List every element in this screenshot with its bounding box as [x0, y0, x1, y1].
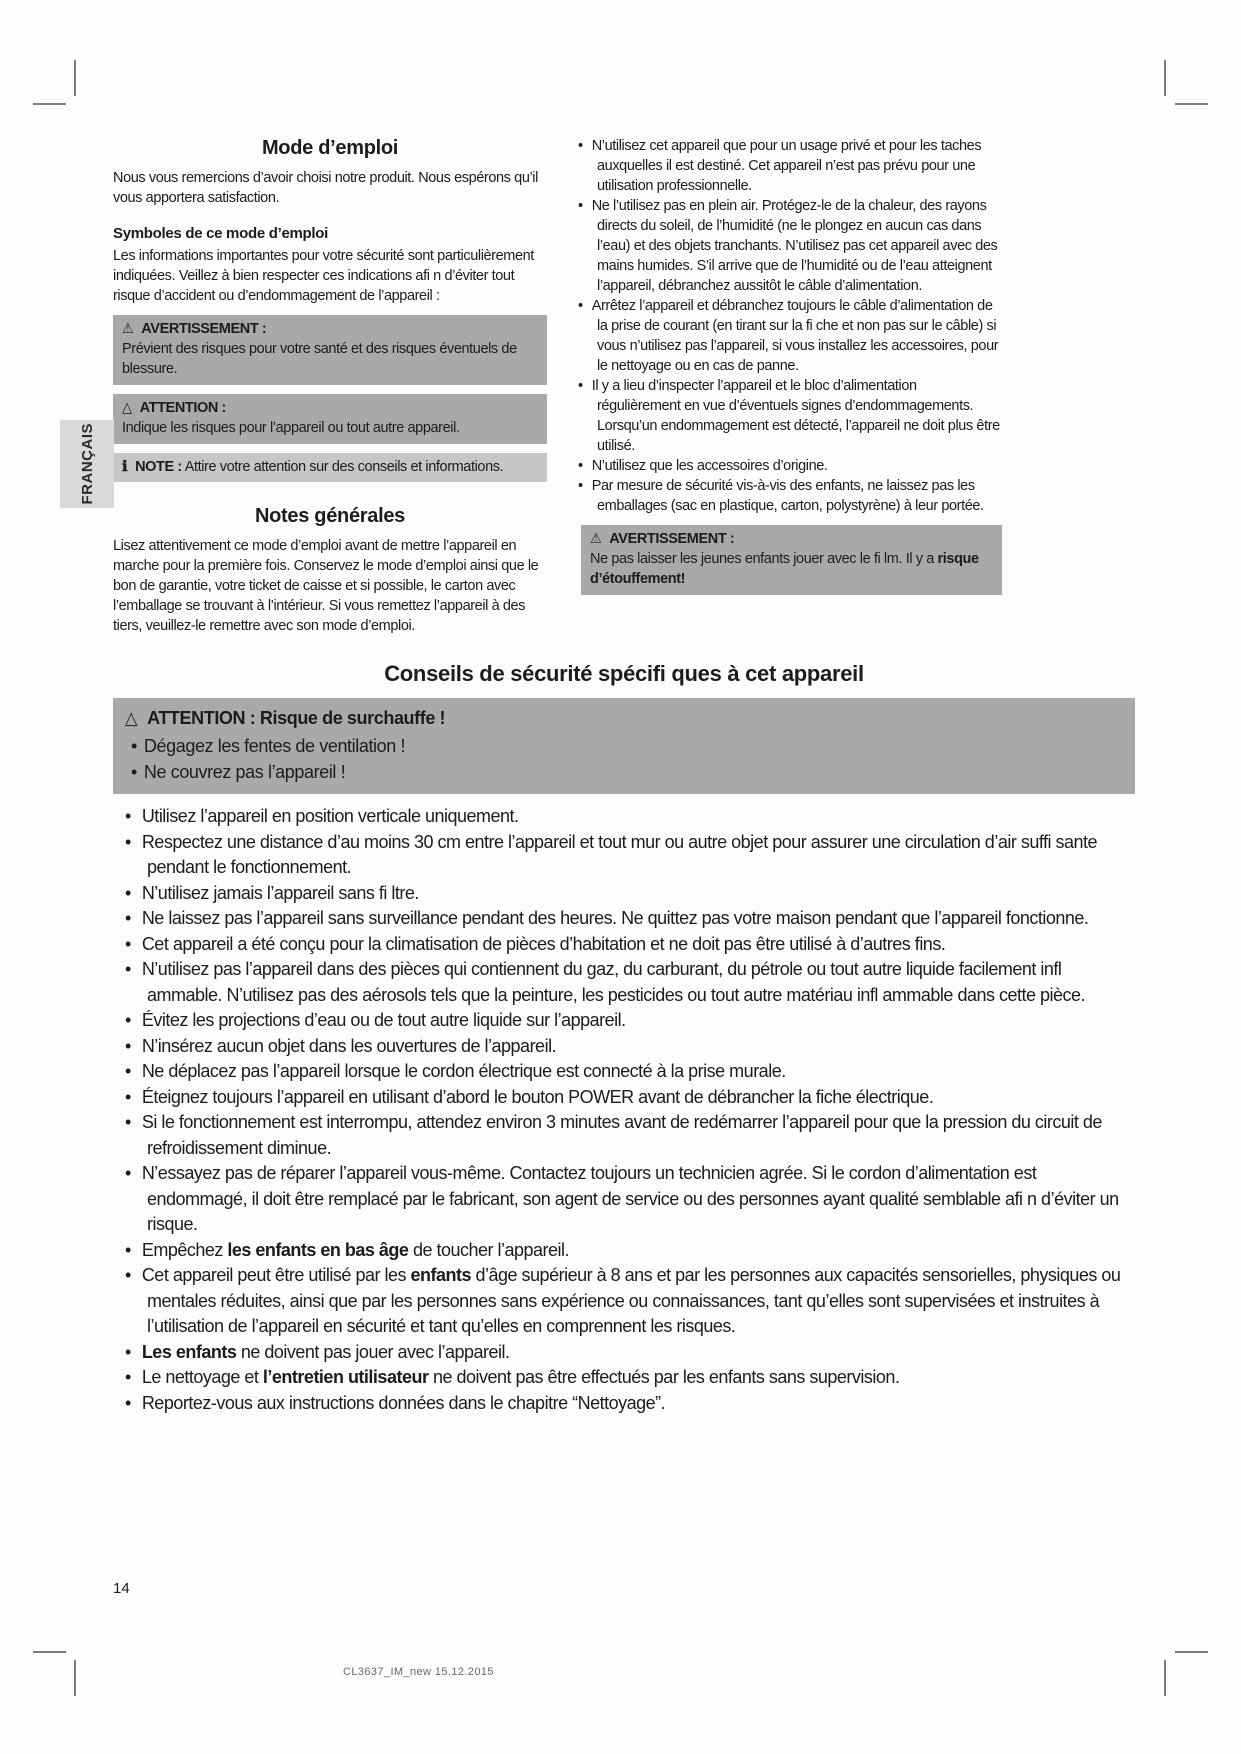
attention-triangle-icon: △: [122, 400, 132, 416]
list-item: • Cet appareil peut être utilisé par les enfants d’âge supérieur à 8 ans et par les personnes aux capacités sensorielles, physiques ou mentales réduites, ainsi que par les personnes sans expérience ou connaissances, tant qu’elles sont supervisées et instruites à l’utilisation de l’appareil en sécurité et tant qu’elles en comprennent les risques.: [113, 1263, 1135, 1340]
overheat-box-list: [125, 733, 1123, 785]
list-item: • N’utilisez pas l’appareil dans des pièces qui contiennent du gaz, du carburant, du pétrole ou tout autre liquide facilement infl ammable. N’utilisez pas des aérosols tels que la peinture, les pesticides ou tout autre matériau infl ammable dans cette pièce.: [113, 957, 1135, 1008]
specific-safety-list: [113, 804, 1135, 1416]
film-warning-box: [581, 525, 1002, 595]
overheat-box-heading: [125, 705, 1123, 731]
crop-mark: [1175, 103, 1208, 105]
language-tab-label: FRANÇAIS: [78, 423, 96, 505]
right-column: [567, 136, 1002, 638]
attention-box-heading: [122, 398, 538, 418]
list-item: • Il y a lieu d’inspecter l’appareil et le bloc d’alimentation régulièrement en vue d’éventuels signes d’endommagements. Lorsqu’un endommagement est détecté, l’appareil ne doit plus être utilisé.: [567, 376, 1002, 456]
intro-paragraph: Nous vous remercions d’avoir choisi notre produit. Nous espérons qu’il vous apportera satisfaction.: [113, 170, 538, 206]
warning-box-text: Prévient des risques pour votre santé et des risques éventuels de blessure.: [122, 341, 517, 377]
warning-triangle-icon: ⚠: [122, 321, 134, 337]
film-warning-text-bold: risque d’étouffement!: [590, 551, 979, 587]
specific-safety-title: Conseils de sécurité spécifi ques à cet appareil: [384, 661, 864, 686]
page-content: [113, 136, 1135, 1416]
list-item: • Par mesure de sécurité vis-à-vis des enfants, ne laissez pas les emballages (sac en plastique, carton, polystyrène) à leur portée.: [567, 476, 1002, 516]
list-item: • N’utilisez jamais l’appareil sans fi ltre.: [113, 881, 1135, 907]
crop-mark: [1164, 1660, 1166, 1696]
list-item: • N’insérez aucun objet dans les ouvertures de l’appareil.: [113, 1034, 1135, 1060]
list-item: • Cet appareil a été conçu pour la climatisation de pièces d’habitation et ne doit pas être utilisé à d’autres fins.: [113, 932, 1135, 958]
warning-box-label: AVERTISSEMENT :: [141, 321, 267, 337]
list-item: • Utilisez l’appareil en position verticale uniquement.: [113, 804, 1135, 830]
page-number: 14: [113, 1580, 130, 1597]
crop-mark: [33, 1651, 66, 1653]
film-warning-label: AVERTISSEMENT :: [609, 531, 735, 547]
list-item: • N’utilisez cet appareil que pour un usage privé et pour les taches auxquelles il est destiné. Cet appareil n’est pas prévu pour une utilisation professionnelle.: [567, 136, 1002, 196]
film-warning-heading: [590, 529, 993, 549]
list-item: • Éteignez toujours l’appareil en utilisant d’abord le bouton POWER avant de débrancher la fiche électrique.: [113, 1085, 1135, 1111]
list-item: • Ne l’utilisez pas en plein air. Protégez-le de la chaleur, des rayons directs du soleil, de l’humidité (ne le plongez en aucun cas dans l’eau) et des objets tranchants. N’utilisez pas cet appareil avec des mains humides. S’il arrive que de l’humidité ou de l’eau atteignent l’appareil, débranchez aussitôt le câble d’alimentation.: [567, 196, 1002, 296]
general-safety-list: [567, 136, 1002, 516]
film-warning-text-normal: Ne pas laisser les jeunes enfants jouer avec le fi lm. Il y a: [590, 551, 938, 567]
list-item: • Les enfants ne doivent pas jouer avec l’appareil.: [113, 1340, 1135, 1366]
attention-definition-box: [113, 394, 547, 444]
list-item: • N’essayez pas de réparer l’appareil vous-même. Contactez toujours un technicien agrée. Si le cordon d’alimentation est endommagé, il doit être remplacé par le fabricant, son agent de service ou des personnes ayant qualité semblable afi n d’éviter un risque.: [113, 1161, 1135, 1238]
list-item: • Si le fonctionnement est interrompu, attendez environ 3 minutes avant de redémarrer l’appareil pour que la pression du circuit de refroidissement diminue.: [113, 1110, 1135, 1161]
crop-mark: [74, 60, 76, 96]
two-column-section: [113, 136, 1135, 638]
crop-mark: [1175, 1651, 1208, 1653]
warning-definition-box: [113, 315, 547, 385]
warning-triangle-icon: ⚠: [590, 531, 602, 547]
note-box-text: Attire votre attention sur des conseils et informations.: [184, 459, 504, 475]
overheat-box-label: ATTENTION : Risque de surchauffe !: [147, 708, 446, 728]
list-item: • Ne laissez pas l’appareil sans surveillance pendant des heures. Ne quittez pas votre maison pendant que l’appareil fonctionne.: [113, 906, 1135, 932]
attention-box-text: Indique les risques pour l’appareil ou tout autre appareil.: [122, 420, 460, 436]
film-warning-text: [590, 549, 993, 589]
list-item: • Empêchez les enfants en bas âge de toucher l’appareil.: [113, 1238, 1135, 1264]
overheat-attention-box: [113, 698, 1135, 794]
list-item: • Arrêtez l’appareil et débranchez toujours le câble d’alimentation de la prise de courant (en tirant sur la fi che et non pas sur le câble) si vous n’utilisez pas l’appareil, si vous installez les accessoires, pour le nettoyage ou en cas de panne.: [567, 296, 1002, 376]
crop-mark: [33, 103, 66, 105]
warning-box-heading: [122, 319, 538, 339]
left-column: [113, 136, 547, 638]
list-item: • Respectez une distance d’au moins 30 cm entre l’appareil et tout mur ou autre objet pour assurer une circulation d’air suffi sante pendant le fonctionnement.: [113, 830, 1135, 881]
symbols-heading: Symboles de ce mode d’emploi: [113, 225, 328, 242]
attention-box-label: ATTENTION :: [139, 400, 226, 416]
language-tab: [60, 420, 114, 508]
note-box-label: NOTE :: [135, 459, 182, 475]
list-item: • Reportez-vous aux instructions données dans le chapitre “Nettoyage”.: [113, 1391, 1135, 1417]
symbols-paragraph: Les informations importantes pour votre sécurité sont particulièrement indiquées. Veillez à bien respecter ces indications afi n d’éviter tout risque d’accident ou d’endommagement de l’appareil :: [113, 248, 534, 304]
info-icon: ℹ: [122, 458, 128, 475]
section-title-notes-generales: Notes générales: [254, 505, 405, 527]
section-title-mode-demploi: Mode d’emploi: [261, 137, 399, 159]
footer-filename: CL3637_IM_new 15.12.2015: [343, 1666, 494, 1678]
list-item: • Le nettoyage et l’entretien utilisateur ne doivent pas être effectués par les enfants sans supervision.: [113, 1365, 1135, 1391]
list-item: • Évitez les projections d’eau ou de tout autre liquide sur l’appareil.: [113, 1008, 1135, 1034]
list-item: • N’utilisez que les accessoires d’origine.: [567, 456, 1002, 476]
notes-paragraph: Lisez attentivement ce mode d’emploi avant de mettre l’appareil en marche pour la première fois. Conservez le mode d’emploi ainsi que le bon de garantie, votre ticket de caisse et si possible, le carton avec l’emballage se trouvant à l’intérieur. Si vous remettez l’appareil à des tiers, veuillez-le remettre avec son mode d’emploi.: [113, 538, 539, 634]
list-item: • Dégagez les fentes de ventilation !: [125, 733, 1123, 759]
list-item: • Ne déplacez pas l’appareil lorsque le cordon électrique est connecté à la prise murale.: [113, 1059, 1135, 1085]
crop-mark: [1164, 60, 1166, 96]
crop-mark: [74, 1660, 76, 1696]
attention-triangle-icon: △: [125, 708, 138, 728]
list-item: • Ne couvrez pas l’appareil !: [125, 759, 1123, 785]
note-definition-box: [113, 453, 547, 482]
